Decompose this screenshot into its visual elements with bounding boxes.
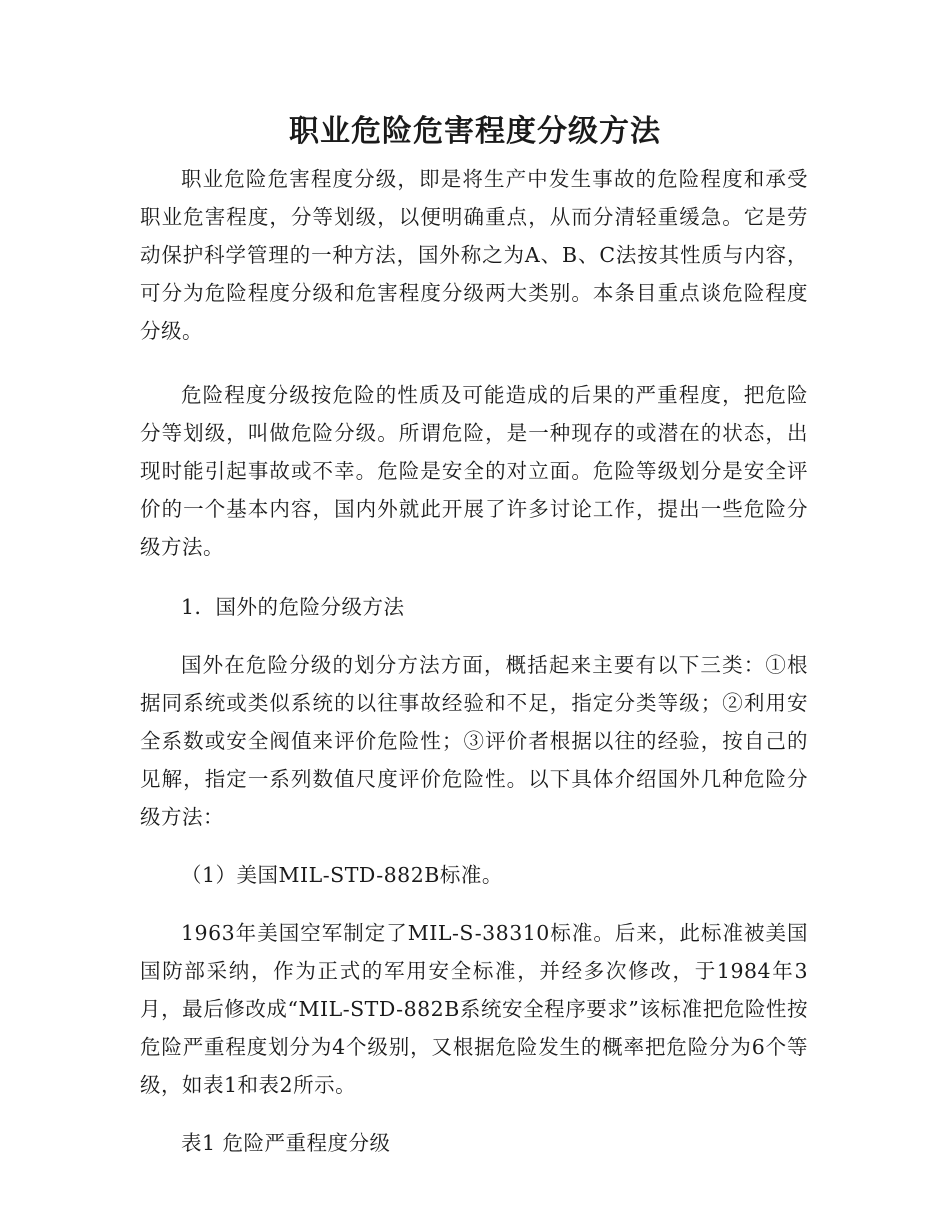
subsection-heading-mil-std: （1）美国MIL-STD-882B标准。 <box>181 863 503 887</box>
paragraph-danger-definition: 危险程度分级按危险的性质及可能造成的后果的严重程度，把危险分等划级，叫做危险分级。所谓危险，是一种现存的或潜在的状态，出现时能引起事故或不幸。危险是安全的对立面。危险等级划分是安全评价的一个基本内容，国内外就此开展了许多讨论工作，提出一些危险分级方法。 <box>140 383 808 559</box>
document-body <box>140 160 808 1182</box>
section-heading-foreign-methods: 1．国外的危险分级方法 <box>181 595 405 619</box>
table-caption: 表1 危险严重程度分级 <box>181 1131 391 1155</box>
paragraph-intro: 职业危险危害程度分级，即是将生产中发生事故的危险程度和承受职业危害程度，分等划级，以便明确重点，从而分清轻重缓急。它是劳动保护科学管理的一种方法，国外称之为A、B、C法按其性质与内容，可分为危险程度分级和危害程度分级两大类别。本条目重点谈危险程度分级。 <box>140 167 808 343</box>
paragraph-foreign-methods: 国外在危险分级的划分方法方面，概括起来主要有以下三类：①根据同系统或类似系统的以往事故经验和不足，指定分类等级；②利用安全系数或安全阀值来评价危险性；③评价者根据以往的经验，按自己的见解，指定一系列数值尺度评价危险性。以下具体介绍国外几种危险分级方法： <box>140 653 808 829</box>
document-title: 职业危险危害程度分级方法 <box>289 114 661 149</box>
paragraph-mil-std-history: 1963年美国空军制定了MIL-S-38310标准。后来，此标准被美国国防部采纳，作为正式的军用安全标准，并经多次修改，于1984年3月，最后修改成“MIL-STD-882B系统安全程序要求”该标准把危险性按危险严重程度划分为4个级别，又根据危险发生的概率把危险分为6个等级，如表1和表2所示。 <box>140 921 808 1097</box>
